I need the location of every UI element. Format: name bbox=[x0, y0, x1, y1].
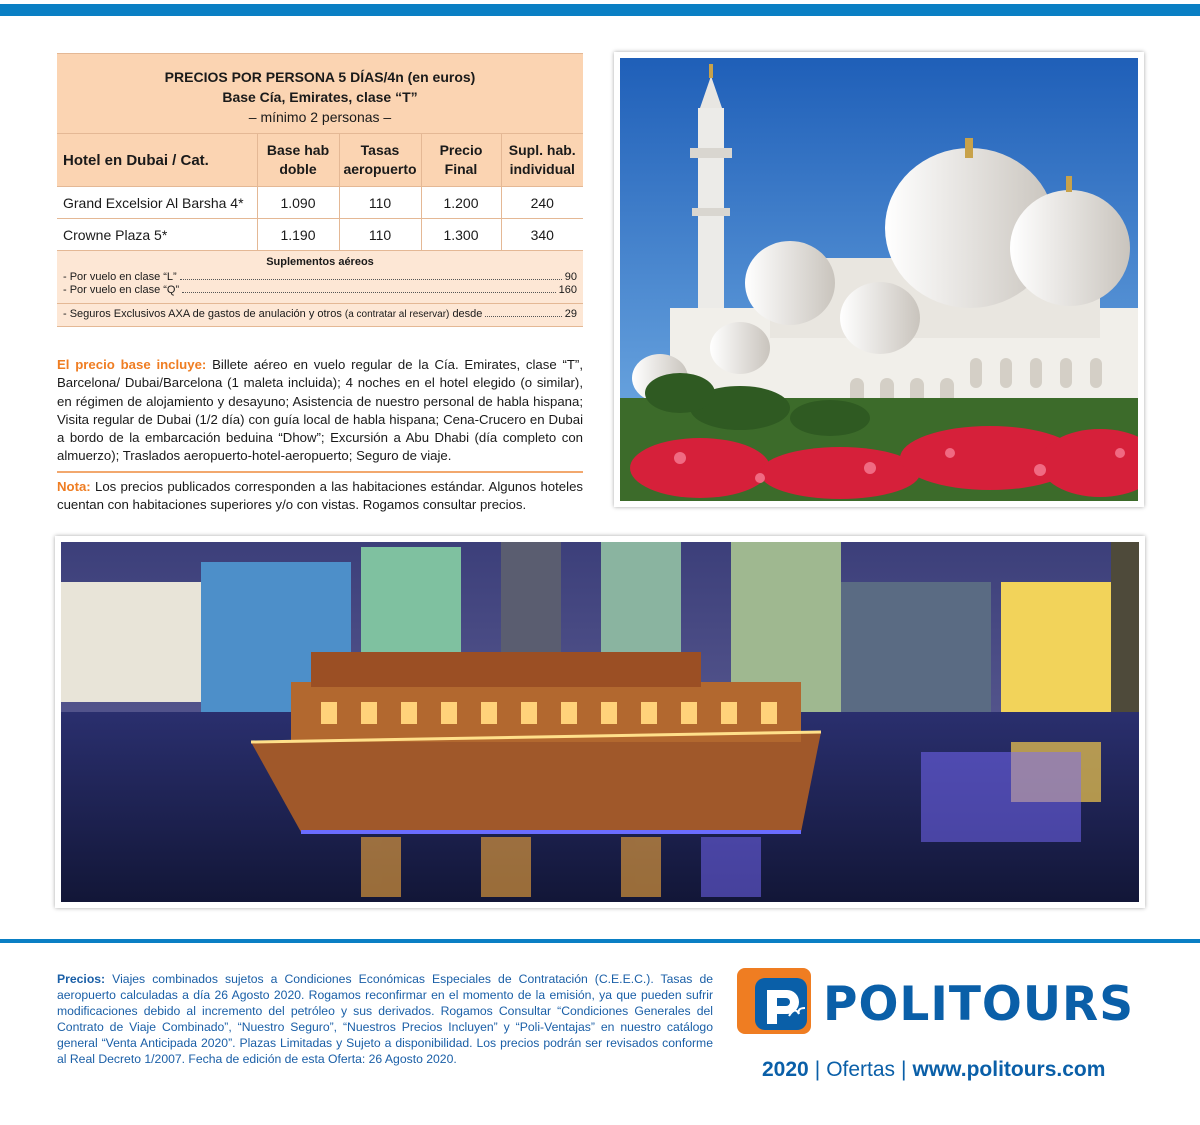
price-table-subtitle: Base Cía, Emirates, clase “T” bbox=[222, 89, 418, 105]
supplement-row: - Por vuelo en clase “Q” 160 bbox=[63, 284, 577, 296]
includes-text: Billete aéreo en vuelo regular de la Cía. Emirates, clase “T”, Barcelona/ Dubai/Barcelona (1 maleta incluida); 4 noches en el hotel elegido (o similar), en régimen de alojamiento y desayuno; Asistencia de nuestro personal de habla hispana; Visita regular de Dubai (1/2 día) con guía local de habla hispana; Cena-Crucero en Dubai a bordo de la embarcación beduina “Dhow”; Excursión a Abu Dhabi (día completo con almuerzo); Traslados aeropuerto-hotel-aeropuerto; Seguro de viaje. bbox=[57, 357, 583, 464]
website-link[interactable]: www.politours.com bbox=[912, 1058, 1106, 1081]
hotel-name: Crowne Plaza 5* bbox=[57, 219, 257, 251]
footer-offers: Ofertas bbox=[826, 1058, 896, 1081]
includes-paragraph bbox=[57, 356, 583, 466]
mosque-photo bbox=[614, 52, 1144, 507]
brand-name: POLITOURS bbox=[823, 977, 1135, 1032]
final-price: 1.200 bbox=[421, 187, 501, 219]
base-price: 1.190 bbox=[257, 219, 339, 251]
footer-year: 2020 bbox=[762, 1058, 809, 1081]
divider bbox=[57, 471, 583, 473]
airport-tax: 110 bbox=[339, 219, 421, 251]
supplements-title: Suplementos aéreos bbox=[266, 256, 374, 268]
note-text: Los precios publicados corresponden a las habitaciones estándar. Algunos hoteles cuentan con habitaciones superiores y/o con vistas. Rogamos consultar precios. bbox=[57, 479, 583, 513]
footer-tagline: 2020 | Ofertas | www.politours.com bbox=[762, 1058, 1106, 1081]
includes-label: El precio base incluye: bbox=[57, 357, 207, 372]
legal-text bbox=[57, 972, 713, 1067]
table-row bbox=[57, 187, 583, 219]
single-supplement: 240 bbox=[501, 187, 583, 219]
hotel-price-table bbox=[57, 134, 583, 251]
single-supplement: 340 bbox=[501, 219, 583, 251]
column-header-tasas: Tasas aeropuerto bbox=[339, 134, 421, 187]
hotel-name: Grand Excelsior Al Barsha 4* bbox=[57, 187, 257, 219]
air-supplements bbox=[57, 251, 583, 327]
legal-label: Precios: bbox=[57, 972, 106, 986]
airport-tax: 110 bbox=[339, 187, 421, 219]
final-price: 1.300 bbox=[421, 219, 501, 251]
supplement-row: - Por vuelo en clase “L” 90 bbox=[63, 271, 577, 283]
price-table-minimum: – mínimo 2 personas – bbox=[248, 109, 392, 125]
footer-accent-bar bbox=[0, 939, 1200, 943]
politours-logo bbox=[737, 968, 1137, 1038]
price-table-title: PRECIOS POR PERSONA 5 DÍAS/4n (en euros) bbox=[164, 69, 476, 85]
base-price: 1.090 bbox=[257, 187, 339, 219]
table-row bbox=[57, 219, 583, 251]
dubai-creek-photo bbox=[55, 536, 1145, 908]
column-header-supl: Supl. hab. individual bbox=[501, 134, 583, 187]
top-accent-bar bbox=[0, 4, 1200, 16]
note-label: Nota: bbox=[57, 479, 91, 494]
mosque-image bbox=[620, 58, 1138, 501]
insurance-row: - Seguros Exclusivos AXA de gastos de anulación y otros (a contratar al reservar) desde 29 bbox=[63, 308, 577, 320]
price-table bbox=[57, 53, 583, 327]
dhow-cruise-image bbox=[61, 542, 1139, 902]
column-header-hotel: Hotel en Dubai / Cat. bbox=[57, 134, 257, 187]
column-header-precio: Precio Final bbox=[421, 134, 501, 187]
note-paragraph bbox=[57, 478, 583, 515]
politours-logo-icon bbox=[737, 968, 815, 1038]
legal-body: Viajes combinados sujetos a Condiciones Económicas Especiales de Contratación (C.E.E.C.). Tasas de aeropuerto calculadas a día 26 Agosto 2020. Rogamos reconfirmar en el momento de la emisión, ya que pueden sufrir modificaciones debido al incremento del petróleo y sus derivados. Rogamos Consultar “Condiciones Generales del Contrato de Viaje Combinado”, “Nuestro Seguro”, “Nuestros Precios Incluyen” y “Poli-Ventajas” en nuestro catálogo general “Venta Anticipada 2020”. Plazas Limitadas y Sujeto a disponibilidad. Los precios podrán ser revisados conforme al Real Decreto 1/2007. Fecha de edición de esta Oferta: 26 Agosto 2020. bbox=[57, 972, 713, 1066]
column-header-base: Base hab doble bbox=[257, 134, 339, 187]
price-table-header bbox=[57, 54, 583, 134]
